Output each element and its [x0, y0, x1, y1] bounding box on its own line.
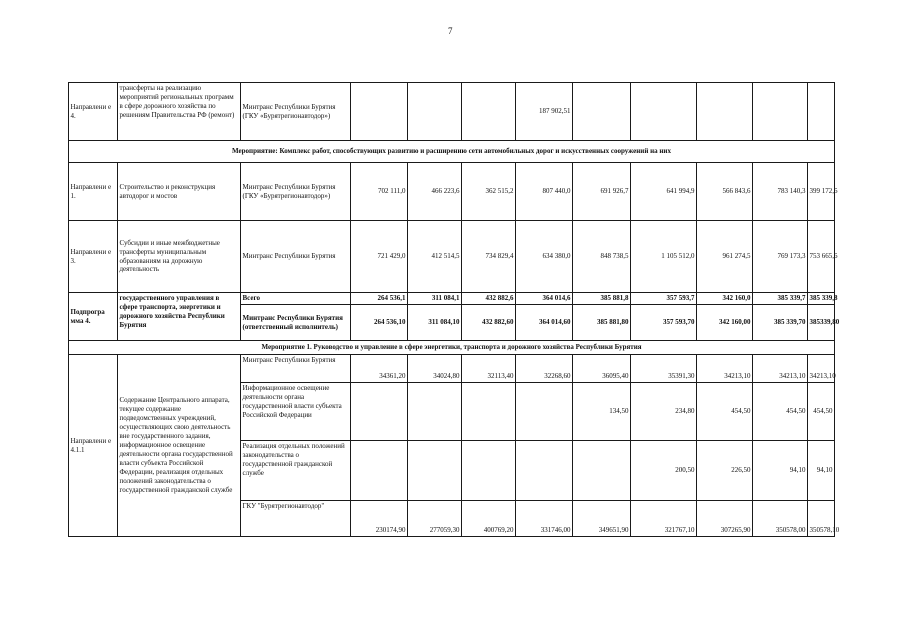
executor-cell: ГКУ "Бурятрегионавтодор" — [241, 501, 351, 537]
value-cell: 432 882,6 — [462, 293, 516, 305]
executor-cell: Минтранс Республики Бурятия (ГКУ «Бурятрегионавтодор») — [241, 163, 351, 221]
value-cell: 94,10 — [753, 441, 808, 501]
value-cell: 36095,40 — [573, 355, 631, 383]
value-cell: 807 440,0 — [516, 163, 573, 221]
direction-cell: Направлени е 1. — [69, 163, 118, 221]
value-cell: 264 536,10 — [351, 305, 408, 341]
value-cell: 691 926,7 — [573, 163, 631, 221]
executor-cell: Всего — [241, 293, 351, 305]
direction-cell: Направлени е 4.1.1 — [69, 355, 118, 537]
executor-cell: Минтранс Республики Бурятия (ответственный исполнитель) — [241, 305, 351, 341]
value-cell: 32113,40 — [462, 355, 516, 383]
value-cell: 200,50 — [631, 441, 697, 501]
executor-cell: Реализация отдельных положений законодательства о государственной гражданской службе — [241, 441, 351, 501]
value-cell: 331746,00 — [516, 501, 573, 537]
table-row — [69, 221, 835, 293]
value-cell: 350578,00 — [753, 501, 808, 537]
executor-cell: Минтранс Республики Бурятия (ГКУ «Бурятрегионавтодор») — [241, 83, 351, 141]
direction-cell: Направлени е 3. — [69, 221, 118, 293]
value-cell: 400769,20 — [462, 501, 516, 537]
value-cell: 454,50 — [753, 383, 808, 441]
value-cell: 264 536,1 — [351, 293, 408, 305]
table-row — [69, 341, 835, 355]
value-cell: 385 881,80 — [573, 305, 631, 341]
value-cell: 412 514,5 — [408, 221, 462, 293]
table-row — [69, 163, 835, 221]
value-cell: 342 160,0 — [697, 293, 753, 305]
value-cell: 32268,60 — [516, 355, 573, 383]
measure-heading: Мероприятие: Комплекс работ, способствующих развитию и расширению сети автомобильных дорог и искусственных сооружений на них — [69, 141, 835, 163]
value-cell: 641 994,9 — [631, 163, 697, 221]
value-cell: 634 380,0 — [516, 221, 573, 293]
value-cell: 311 084,1 — [408, 293, 462, 305]
value-cell: 454,50 — [697, 383, 753, 441]
value-cell: 454,50 — [808, 383, 835, 441]
value-cell: 364 014,60 — [516, 305, 573, 341]
value-cell: 187 902,51 — [516, 83, 573, 141]
value-cell: 753 665,6 — [808, 221, 835, 293]
budget-table — [68, 82, 840, 537]
description-cell: Субсидии и иные межбюджетные трансферты муниципальным образованиям на дорожную деятельность — [118, 221, 241, 293]
value-cell: 357 593,7 — [631, 293, 697, 305]
value-cell: 94,10 — [808, 441, 835, 501]
value-cell: 34213,10 — [697, 355, 753, 383]
value-cell: 234,80 — [631, 383, 697, 441]
executor-cell: Информационное освещение деятельности органа государственной власти субъекта Российской Федерации — [241, 383, 351, 441]
value-cell: 277059,30 — [408, 501, 462, 537]
value-cell: 307265,90 — [697, 501, 753, 537]
value-cell: 385 339,8 — [808, 293, 835, 305]
value-cell: 342 160,00 — [697, 305, 753, 341]
table-row — [69, 355, 835, 383]
value-cell: 721 429,0 — [351, 221, 408, 293]
value-cell: 34024,80 — [408, 355, 462, 383]
value-cell: 769 173,3 — [753, 221, 808, 293]
description-cell: Содержание Центрального аппарата, текущее содержание подведомственных учреждений, осуществляющих свою деятельность вне государственного задания, информационное освещение деятельности органа государственной власти субъекта Российской Федерации, реализация отдельных положений законодательства о государственной гражданской службе — [118, 355, 241, 537]
value-cell: 399 172,6 — [808, 163, 835, 221]
value-cell: 364 014,6 — [516, 293, 573, 305]
value-cell: 566 843,6 — [697, 163, 753, 221]
value-cell: 350578,10 — [808, 501, 835, 537]
measure-heading: Мероприятие 1. Руководство и управление в сфере энергетики, транспорта и дорожного хозяйства Республики Бурятия — [69, 341, 835, 355]
page-number: 7 — [448, 26, 453, 36]
value-cell: 466 223,6 — [408, 163, 462, 221]
value-cell: 1 105 512,0 — [631, 221, 697, 293]
description-cell: трансферты на реализацию мероприятий региональных программ в сфере дорожного хозяйства по решениям Правительства РФ (ремонт) — [118, 83, 241, 141]
subprogram-cell: Подпрогра мма 4. — [69, 293, 118, 341]
description-cell: Строительство и реконструкция автодорог и мостов — [118, 163, 241, 221]
value-cell: 848 738,5 — [573, 221, 631, 293]
value-cell: 34361,20 — [351, 355, 408, 383]
value-cell: 311 084,10 — [408, 305, 462, 341]
value-cell: 321767,10 — [631, 501, 697, 537]
value-cell: 702 111,0 — [351, 163, 408, 221]
value-cell: 961 274,5 — [697, 221, 753, 293]
value-cell: 34213,10 — [808, 355, 835, 383]
description-cell: государственного управления в сфере транспорта, энергетики и дорожного хозяйства Республики Бурятия — [118, 293, 241, 341]
value-cell: 35391,30 — [631, 355, 697, 383]
value-cell: 734 829,4 — [462, 221, 516, 293]
table-row — [69, 293, 835, 305]
value-cell: 385 339,7 — [753, 293, 808, 305]
executor-cell: Минтранс Республики Бурятия — [241, 355, 351, 383]
value-cell: 357 593,70 — [631, 305, 697, 341]
executor-cell: Минтранс Республики Бурятия — [241, 221, 351, 293]
value-cell: 226,50 — [697, 441, 753, 501]
table-row — [69, 141, 835, 163]
value-cell: 432 882,60 — [462, 305, 516, 341]
value-cell: 385 881,8 — [573, 293, 631, 305]
value-cell: 134,50 — [573, 383, 631, 441]
value-cell: 34213,10 — [753, 355, 808, 383]
value-cell: 362 515,2 — [462, 163, 516, 221]
value-cell: 385339,80 — [808, 305, 835, 341]
direction-cell: Направлени е 4. — [69, 83, 118, 141]
value-cell: 349651,90 — [573, 501, 631, 537]
table-row — [69, 83, 835, 141]
value-cell: 783 140,3 — [753, 163, 808, 221]
value-cell: 385 339,70 — [753, 305, 808, 341]
value-cell: 230174,90 — [351, 501, 408, 537]
